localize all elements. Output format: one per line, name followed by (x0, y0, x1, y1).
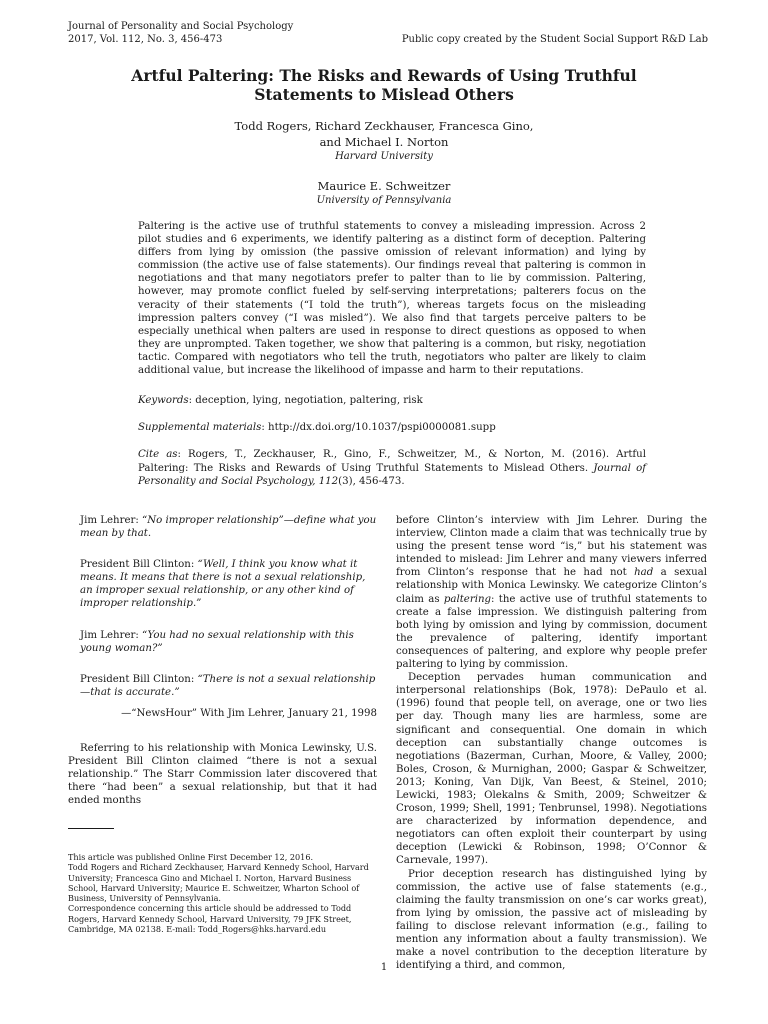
footnote-correspondence: Correspondence concerning this article should be addressed to Todd Rogers, Harvard Kennedy School, Harvard University, 79 JFK Street, Cambridge, MA 02138. E-mail: Todd_Rogers@hks.harvard.edu (68, 903, 352, 935)
public-copy-note: Public copy created by the Student Social Support R&D Lab (401, 34, 708, 45)
author-schweitzer: Maurice E. Schweitzer (317, 179, 451, 193)
left-column (68, 514, 377, 808)
keywords-value: : deception, lying, negotiation, paltering, risk (188, 395, 423, 406)
journal-header (68, 20, 293, 46)
epigraph-quote: Jim Lehrer: “You had no sexual relationship with this young woman?” (80, 629, 354, 654)
authors-line-1: Todd Rogers, Richard Zeckhauser, Francesca Gino, (234, 119, 534, 133)
body-paragraph: Deception pervades human communication and interpersonal relationships (Bok, 1978): DePaulo et al. (1996) found that people tell, on average, one or two lies per day. Though many lies are harmless, some are significant and consequential. One domain in which deception can substantially change outcomes is negotiations (Bazerman, Curhan, Moore, & Valley, 2000; Boles, Croson, & Murnighan, 2000; Gaspar & Schweitzer, 2013; Koning, Van Dijk, Van Beest, & Steinel, 2010; Lewicki, 1983; Olekalns & Smith, 2009; Schweitzer & Croson, 1999; Shell, 1991; Tenbrunsel, 1998). Negotiations are characterized by information dependence, and negotiators can often exploit their counterpart by using deception (Lewicki & Robinson, 1998; O’Connor & Carnevale, 1997). (396, 672, 707, 867)
body-paragraph: before Clinton’s interview with Jim Lehrer. During the interview, Clinton made a claim that was technically true by using the present tense word “is,” but his statement was intended to mislead: Jim Lehrer and many viewers inferred from Clinton’s response that he had not had a sexual relationship with Monica Lewinsky. We categorize Clinton’s claim as paltering: the active use of truthful statements to create a false impression. We distinguish paltering from both lying by omission and lying by commission, document the prevalence of paltering, identify important consequences of paltering, and explore why people prefer paltering to lying by commission. (396, 515, 708, 671)
author-block-2 (120, 178, 648, 207)
supplemental-link[interactable]: : http://dx.doi.org/10.1037/pspi0000081.supp (261, 422, 496, 433)
epigraph-source: —“NewsHour” With Jim Lehrer, January 21, 1998 (121, 707, 377, 719)
epigraph-quote: President Bill Clinton: “Well, I think you know what it means. It means that there is not a sexual relationship, an improper sexual relationship, or any other kind of improper relationship.” (80, 559, 366, 610)
right-column (396, 514, 707, 972)
footnote-divider (68, 828, 114, 829)
affiliation-harvard: Harvard University (335, 151, 433, 162)
body-paragraph: Referring to his relationship with Monica Lewinsky, U.S. President Bill Clinton claimed “there is not a sexual relationship.” The Starr Commission later discovered that there “had been” a sexual relationship, but that it had ended months (68, 743, 377, 807)
affiliation-penn: University of Pennsylvania (316, 195, 452, 206)
cite-label: Cite as (138, 449, 178, 460)
cite-text: : Rogers, T., Zeckhauser, R., Gino, F., Schweitzer, M., & Norton, M. (2016). Artful Paltering: The Risks and Rewards of Using Truthful Statements to Mislead Others. (138, 449, 647, 474)
paper-title: Artful Paltering: The Risks and Rewards of Using Truthful Statements to Mislead Others (131, 66, 637, 104)
journal-volume: 2017, Vol. 112, No. 3, 456-473 (68, 34, 223, 45)
footnote-published: This article was published Online First December 12, 2016. (68, 852, 314, 862)
footnotes (68, 852, 380, 934)
supplemental-label: Supplemental materials (138, 422, 262, 433)
supplemental-materials (138, 421, 646, 435)
epigraph-quote: Jim Lehrer: “No improper relationship”—define what you mean by that. (80, 515, 377, 540)
cite-journal: Journal of Personality and Social Psychology, 112 (138, 462, 646, 487)
body-paragraph: Prior deception research has distinguished lying by commission, the active use of false statements (e.g., claiming the faulty transmission on one’s car works great), from lying by omission, the passive act of misleading by failing to disclose relevant information (e.g., failing to mention any information about a faulty transmission). We make a novel contribution to the deception literature by identifying a third, and common, (396, 868, 707, 972)
epigraph-quote: President Bill Clinton: “There is not a sexual relationship—that is accurate.” (80, 673, 376, 698)
footnote-affiliations: Todd Rogers and Richard Zeckhauser, Harvard Kennedy School, Harvard University; Francesca Gino and Michael I. Norton, Harvard Business School, Harvard University; Maurice E. Schweitzer, Wharton School of Business, University of Pennsylvania. (68, 862, 369, 904)
journal-name: Journal of Personality and Social Psychology (68, 21, 294, 32)
authors-line-2: and Michael I. Norton (319, 135, 449, 149)
page-number: 1 (380, 962, 388, 973)
abstract-text: Paltering is the active use of truthful statements to convey a misleading impression. Across 2 pilot studies and 6 experiments, we identify paltering as a distinct form of deception. Paltering differs from lying by omission (the passive omission of relevant information) and lying by commission (the active use of false statements). Our findings reveal that paltering is common in negotiations and that many negotiators prefer to palter than to lie by commission. Paltering, however, may promote conflict fueled by self-serving interpretations; palterers focus on the veracity of their statements (“I told the truth”), whereas targets focus on the misleading impression palters convey (“I was misled”). We also find that targets perceive palters to be especially unethical when palters are used in response to direct questions as opposed to when they are unprompted. Taken together, we show that paltering is a common, but risky, negotiation tactic. Compared with negotiators who tell the truth, negotiators who palter are likely to claim additional value, but increase the likelihood of impasse and harm to their reputations. (138, 221, 646, 377)
author-block-1 (120, 118, 648, 163)
cite-tail: (3), 456-473. (338, 476, 405, 487)
keywords-label: Keywords (138, 395, 189, 406)
keywords (138, 394, 646, 408)
citation (138, 448, 646, 489)
abstract (138, 220, 646, 377)
